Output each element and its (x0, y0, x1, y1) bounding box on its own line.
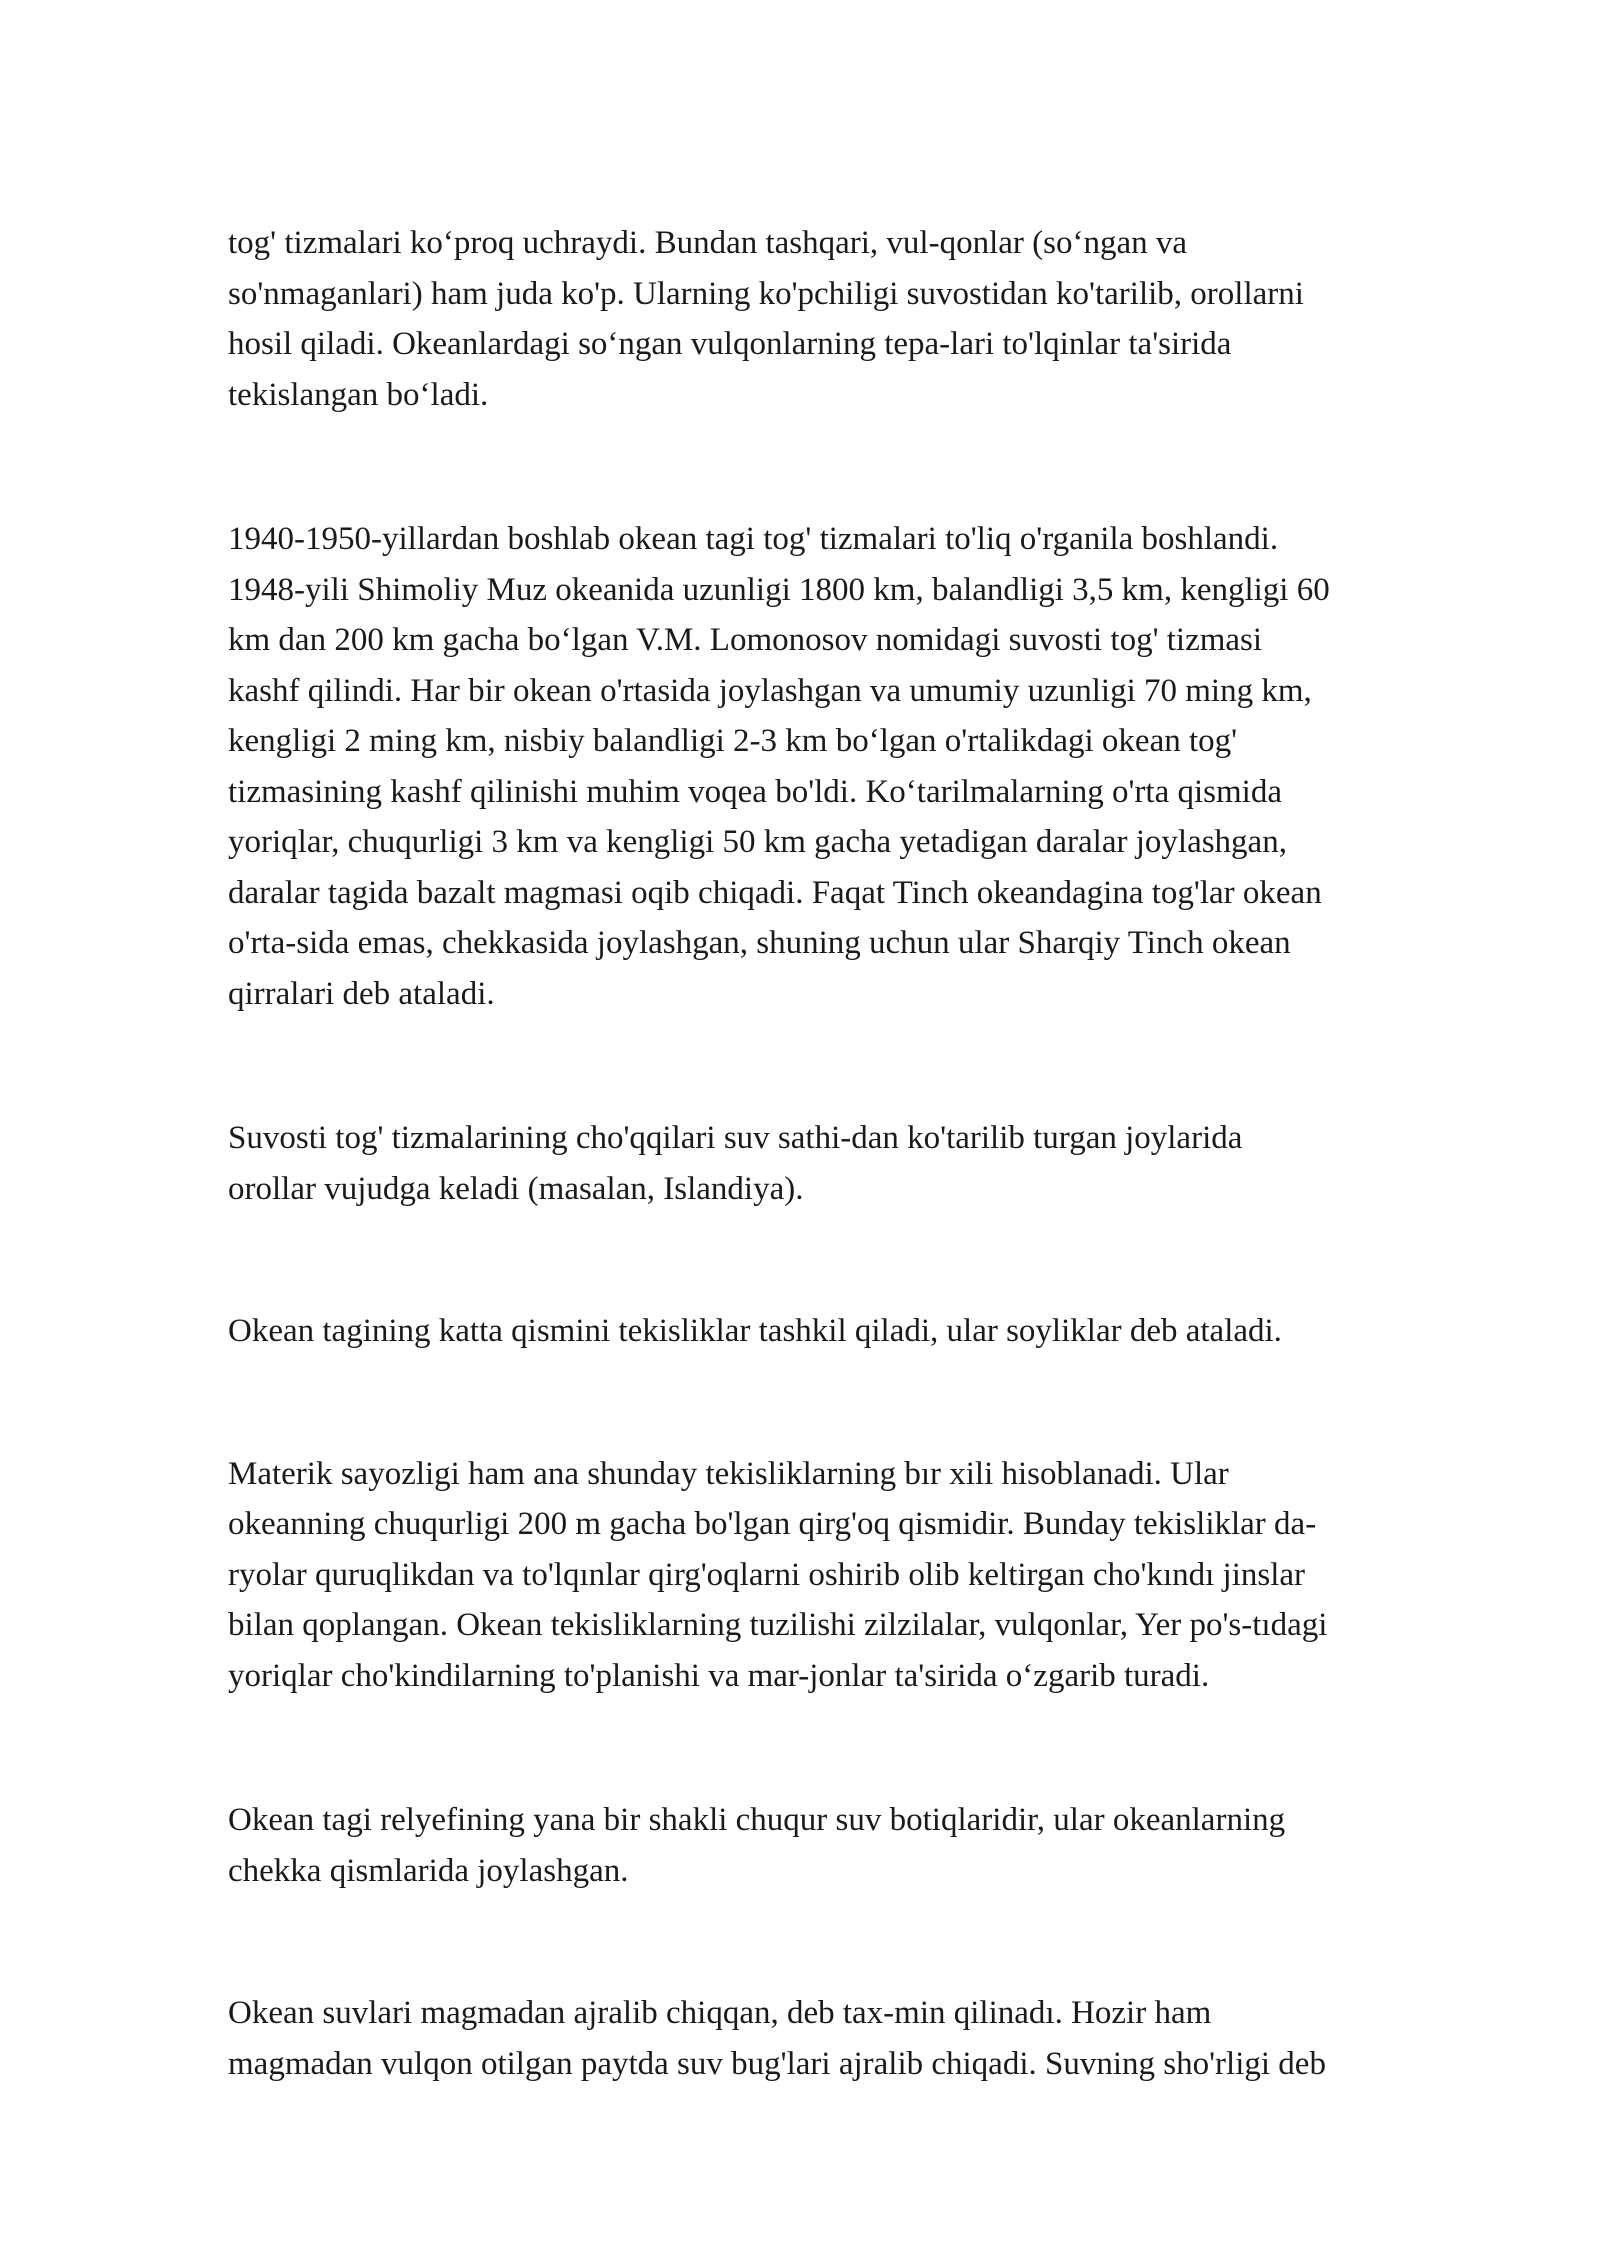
text-line: hosil qiladi. Okeanlardagi so‘ngan vulqonlarning tepa-lari to'lqinlar ta'sirida (228, 326, 1232, 362)
paragraph-1 (228, 218, 1518, 420)
text-line: Okean tagining katta qismini tekisliklar tashkil qiladi, ular soyliklar deb ataladi. (228, 1313, 1282, 1349)
text-line: 1940-1950-yillardan boshlab okean tagi tog' tizmalari to'liq o'rganila boshlandi. (228, 521, 1279, 557)
text-line: orollar vujudga keladi (masalan, Islandiya). (228, 1170, 804, 1207)
paragraph-spacer (228, 1357, 1518, 1449)
paragraph-7 (228, 1988, 1518, 2089)
text-line: daralar tagida bazalt magmasi oqib chiqadi. Faqat Tinch okeandagina tog'lar okean (228, 874, 1322, 911)
text-line: yoriqlar cho'kindilarning to'planishi va mar-jonlar ta'sirida o‘zgarib turadi. (228, 1657, 1210, 1694)
text-line: Okean tagi relyefining yana bir shakli chuqur suv botiqlaridir, ular okeanlarning (228, 1802, 1286, 1838)
paragraph-spacer (228, 1019, 1518, 1113)
text-line: o'rta-sida emas, chekkasida joylashgan, shuning uchun ular Sharqiy Tinch okean (228, 925, 1291, 961)
paragraph-4 (228, 1306, 1518, 1357)
paragraph-3 (228, 1113, 1518, 1214)
text-line: kashf qilindi. Har bir okean o'rtasida joylashgan va umumiy uzunligi 70 ming km, (228, 672, 1312, 709)
paragraph-spacer (228, 1896, 1518, 1988)
paragraph-5 (228, 1449, 1518, 1702)
text-line: bilan qoplangan. Okean tekisliklarning tuzilishi zilzilalar, vulqonlar, Yer po's-tıdagi (228, 1607, 1328, 1643)
text-line: km dan 200 km gacha bo‘lgan V.M. Lomonosov nomidagi suvosti tog' tizmasi (228, 622, 1263, 658)
text-line: chekka qismlarida joylashgan. (228, 1852, 629, 1889)
text-line: tizmasining kashf qilinishi muhim voqea bo'ldi. Ko‘tarilmalarning o'rta qismida (228, 773, 1282, 810)
text-line: Suvosti tog' tizmalarining cho'qqilari suv sathi-dan ko'tarilib turgan joylarida (228, 1120, 1243, 1156)
paragraph-2 (228, 514, 1518, 1019)
text-line: 1948-yili Shimoliy Muz okeanida uzunligi 1800 km, balandligi 3,5 km, kengligi 60 (228, 571, 1330, 608)
text-line: okeanning chuqurligi 200 m gacha bo'lgan qirg'oq qismidir. Bunday tekisliklar da- (228, 1506, 1317, 1542)
text-line: tekislangan bo‘ladi. (228, 376, 489, 413)
text-line: so'nmaganlari) ham juda ko'p. Ularning ko'pchiligi suvostidan ko'tarilib, orollarni (228, 275, 1304, 312)
text-line: tog' tizmalari ko‘proq uchraydi. Bundan tashqari, vul-qonlar (so‘ngan va (228, 225, 1188, 261)
text-line: qirralari deb ataladi. (228, 975, 495, 1012)
text-line: ryolar quruqlikdan va to'lqınlar qirg'oqlarni oshirib olib keltirgan cho'kındı jinslar (228, 1556, 1306, 1593)
document-body (228, 218, 1518, 2089)
text-line: yoriqlar, chuqurligi 3 km va kengligi 50 km gacha yetadigan daralar joylashgan, (228, 824, 1287, 860)
paragraph-spacer (228, 1214, 1518, 1306)
paragraph-6 (228, 1795, 1518, 1896)
paragraph-spacer (228, 1701, 1518, 1795)
text-line: magmadan vulqon otilgan paytda suv bug'lari ajralib chiqadi. Suvning sho'rligi deb (228, 2045, 1326, 2082)
paragraph-spacer (228, 420, 1518, 514)
text-line: Materik sayozligi ham ana shunday tekisliklarning bır xili hisoblanadi. Ular (228, 1455, 1229, 1492)
text-line: Okean suvlari magmadan ajralib chiqqan, deb tax-min qilinadı. Hozir ham (228, 1995, 1212, 2031)
text-line: kengligi 2 ming km, nisbiy balandligi 2-3 km bo‘lgan o'rtalikdagi okean tog' (228, 723, 1238, 759)
